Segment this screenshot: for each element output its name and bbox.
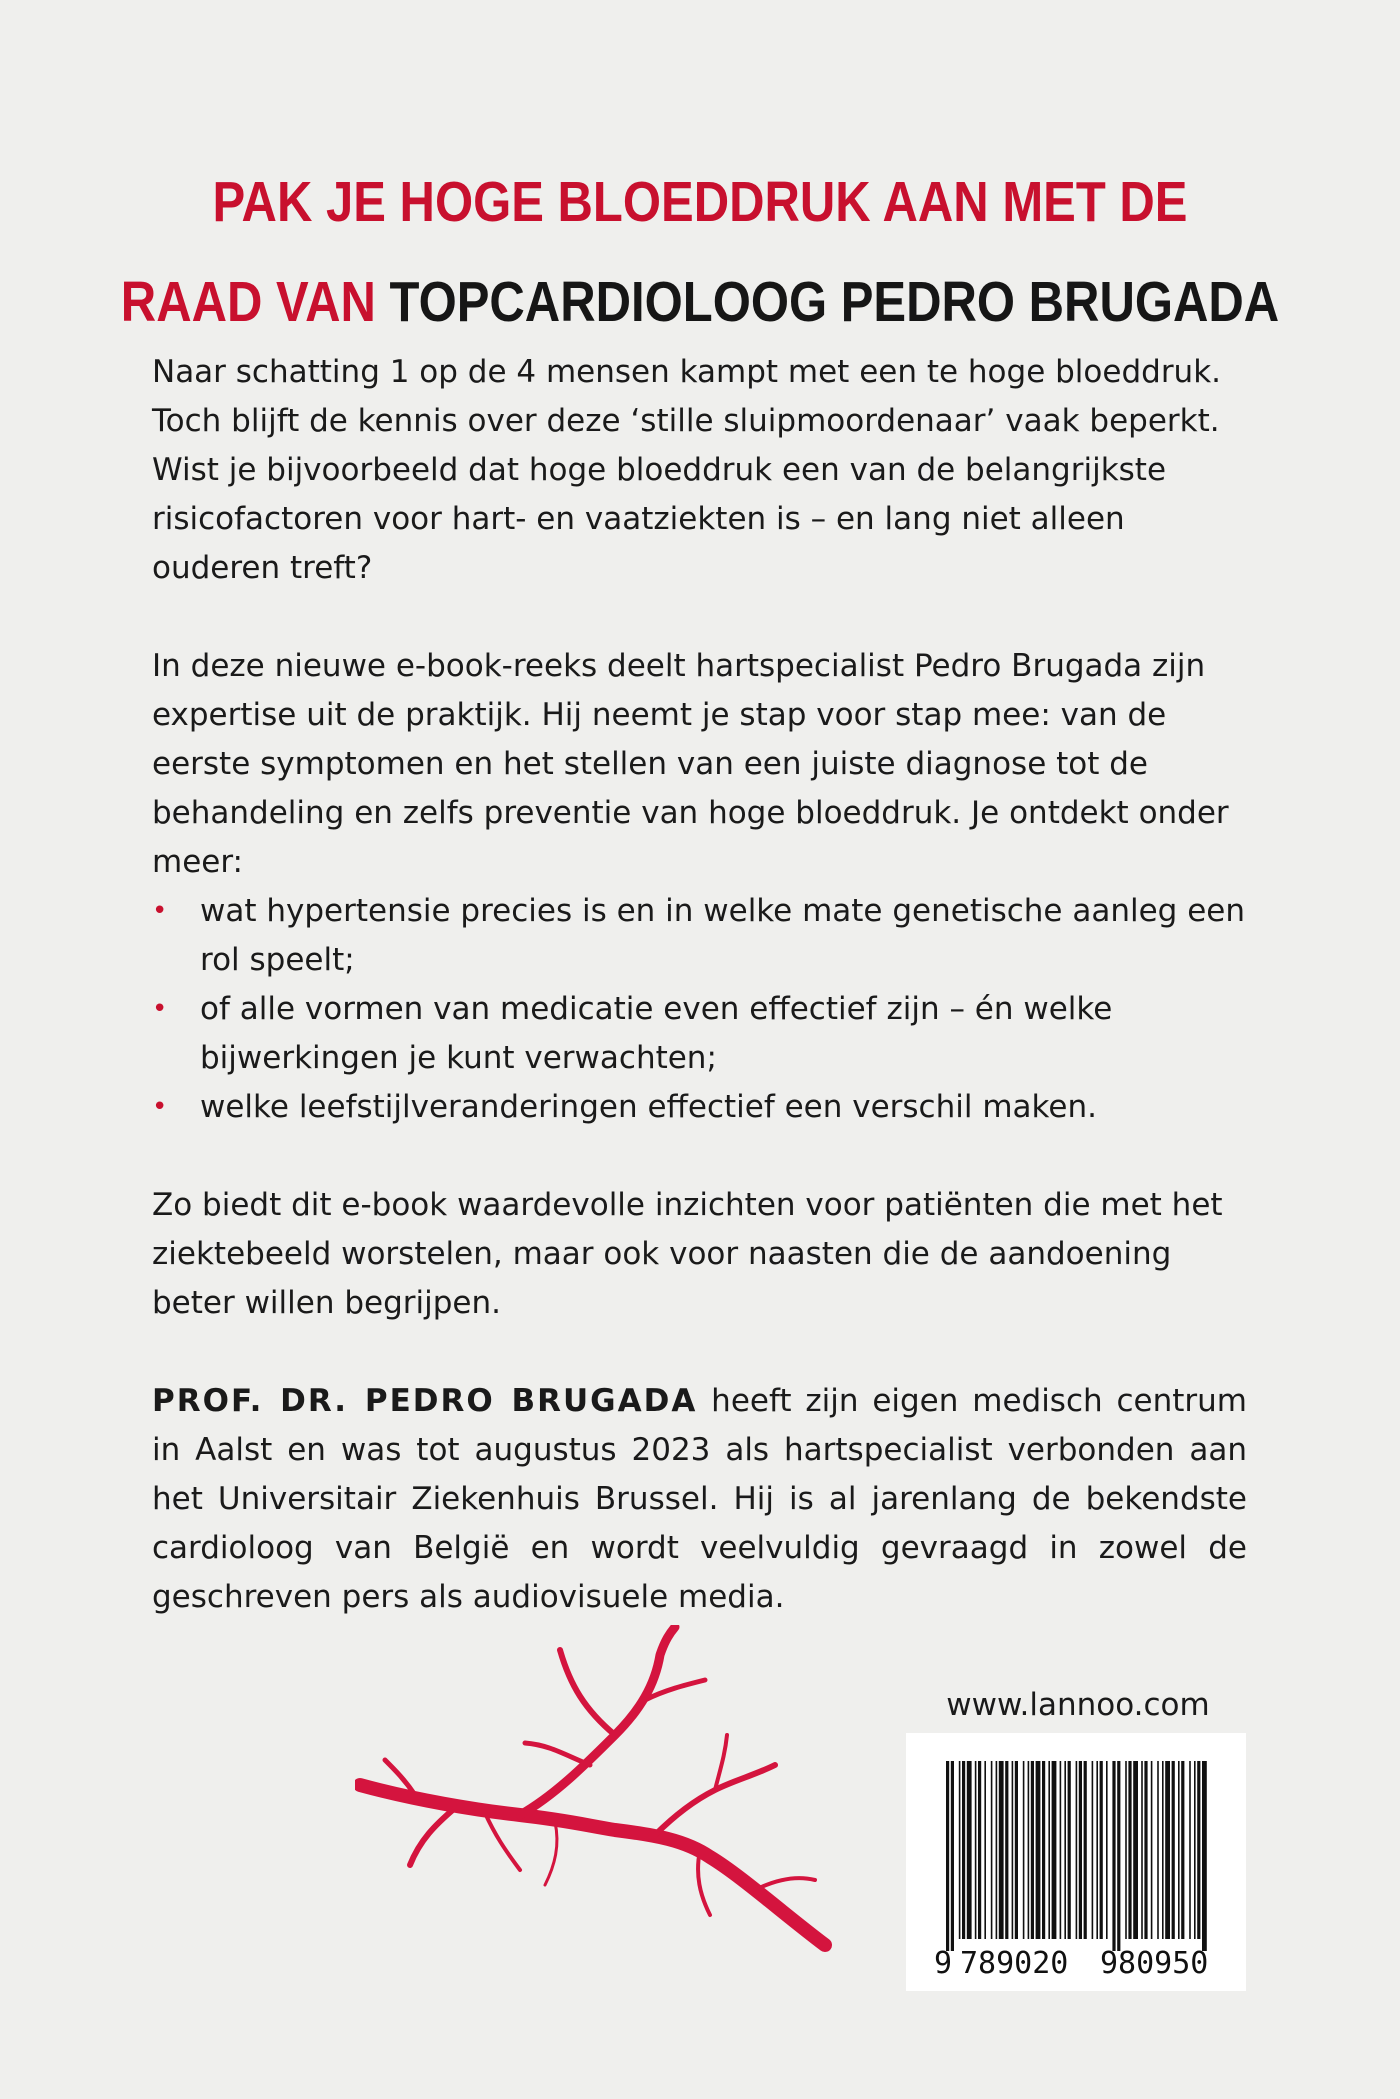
barcode-first-digit: 9 (934, 1946, 953, 1981)
barcode-bar (996, 1761, 998, 1939)
barcode-bar (1162, 1761, 1164, 1939)
vessel-branch (485, 1813, 520, 1870)
barcode-bar (1079, 1761, 1082, 1939)
topics-list (152, 887, 1247, 1132)
vessel-branch (715, 1735, 727, 1790)
list-item: • of alle vormen van medicatie even effectief zijn – én welke bijwerkingen je kunt verwachten; (152, 985, 1247, 1083)
barcode-bar (1178, 1761, 1180, 1939)
barcode-bar (1076, 1761, 1078, 1939)
headline-line-2 (98, 252, 1302, 352)
blood-vessel-illustration (355, 1625, 835, 1955)
barcode-bar (1015, 1761, 1018, 1939)
barcode-bar (1165, 1761, 1170, 1939)
barcode-bar (975, 1761, 977, 1939)
barcode-bar (1106, 1761, 1108, 1939)
list-item: • wat hypertensie precies is en in welke mate genetische aanleg een rol speelt; (152, 887, 1247, 985)
back-cover-text (152, 348, 1247, 1622)
author-name: PROF. DR. PEDRO BRUGADA (152, 1383, 698, 1419)
barcode-bar (946, 1761, 949, 1951)
barcode-bar (1042, 1761, 1045, 1939)
barcode-bar (984, 1761, 986, 1939)
barcode-bar (1096, 1761, 1098, 1939)
barcode-bar (1128, 1761, 1131, 1939)
barcode-bar (1005, 1761, 1008, 1939)
vessel-branch (410, 1808, 455, 1865)
series-paragraph: In deze nieuwe e-book-reeks deelt hartspecialist Pedro Brugada zijn expertise uit de praktijk. Hij neemt je stap voor stap mee: van de eerste symptomen en het stellen van een juiste diagnose tot de behandeling en zelfs preventie van hoge bloeddruk. Je ontdekt onder meer: (152, 648, 1229, 880)
author-bio-text: heeft zijn eigen medisch centrum in Aalst en was tot augustus 2023 als hartspecialist verbonden aan het Universitair Ziekenhuis Brussel. Hij is al jarenlang de bekendste cardioloog van België en wordt veelvuldig gevraagd in zowel de geschreven pers als audiovisuele media. (152, 1383, 1247, 1615)
barcode-bar (1084, 1761, 1087, 1939)
headline (98, 152, 1302, 352)
barcode-bar (1194, 1761, 1196, 1939)
barcode-left-digits: 789020 (960, 1946, 1069, 1981)
publisher-url: www.lannoo.com (946, 1687, 1210, 1723)
barcode-bar (1189, 1761, 1191, 1939)
barcode-bar (1117, 1761, 1120, 1951)
barcode-bar (962, 1761, 965, 1939)
headline-red-text-1: PAK JE HOGE BLOEDDRUK AAN MET DE (212, 170, 1188, 234)
barcode-bar (1112, 1761, 1115, 1951)
barcode-bar (1068, 1761, 1071, 1939)
barcode-bar (1181, 1761, 1184, 1939)
barcode-bar (1023, 1761, 1025, 1939)
vessel-branch (655, 1765, 775, 1835)
barcode-bar (1172, 1761, 1175, 1939)
barcode-bar (1060, 1761, 1062, 1939)
barcode-bar (978, 1761, 981, 1939)
barcode-bar (959, 1761, 961, 1939)
list-item: • welke leefstijlveranderingen effectief een verschil maken. (152, 1083, 1247, 1132)
vessel-branch (525, 1743, 590, 1765)
barcode-bar (1052, 1761, 1057, 1939)
intro-paragraph: Naar schatting 1 op de 4 mensen kampt met een te hoge bloeddruk. Toch blijft de kennis over deze ‘stille sluipmoordenaar’ vaak beperkt. Wist je bijvoorbeeld dat hoge bloeddruk een van de belangrijkste risicofactoren voor hart- en vaatziekten is – en lang niet alleen ouderen treft? (152, 354, 1222, 586)
vessel-branch (545, 1822, 557, 1885)
barcode-bar (1012, 1761, 1014, 1939)
headline-line-1 (98, 152, 1302, 252)
barcode-bar (1144, 1761, 1147, 1939)
headline-red-text-2: RAAD VAN (120, 270, 376, 334)
barcode-bar (1157, 1761, 1159, 1939)
barcode-bar (967, 1761, 972, 1939)
vessel-branch (560, 1650, 615, 1735)
barcode-bar (991, 1761, 993, 1939)
headline-black-text: TOPCARDIOLOOG PEDRO BRUGADA (389, 270, 1280, 334)
author-bio (152, 1377, 1247, 1622)
barcode-bar (1197, 1761, 1200, 1939)
barcode-bar (1202, 1761, 1207, 1951)
barcode-bar (1064, 1761, 1066, 1939)
closing-paragraph: Zo biedt dit e-book waardevolle inzichten voor patiënten die met het ziektebeeld worstelen, maar ook voor naasten die de aandoening beter willen begrijpen. (152, 1187, 1223, 1321)
barcode-bar (951, 1761, 954, 1951)
barcode-bar (1048, 1761, 1050, 1939)
barcode (906, 1733, 1246, 1991)
barcode-bar (1036, 1761, 1041, 1939)
barcode-bar (1151, 1761, 1153, 1939)
barcode-right-digits: 980950 (1100, 1946, 1209, 1981)
barcode-bar (1028, 1761, 1030, 1939)
vessel-main-branch (360, 1785, 825, 1945)
barcode-bar (1092, 1761, 1094, 1939)
barcode-bar (1125, 1761, 1127, 1939)
barcode-bar (1100, 1761, 1103, 1939)
barcode-bar (1133, 1761, 1138, 1939)
barcode-bar (999, 1761, 1004, 1939)
barcode-bar (1031, 1761, 1034, 1939)
barcode-bar (1141, 1761, 1143, 1939)
